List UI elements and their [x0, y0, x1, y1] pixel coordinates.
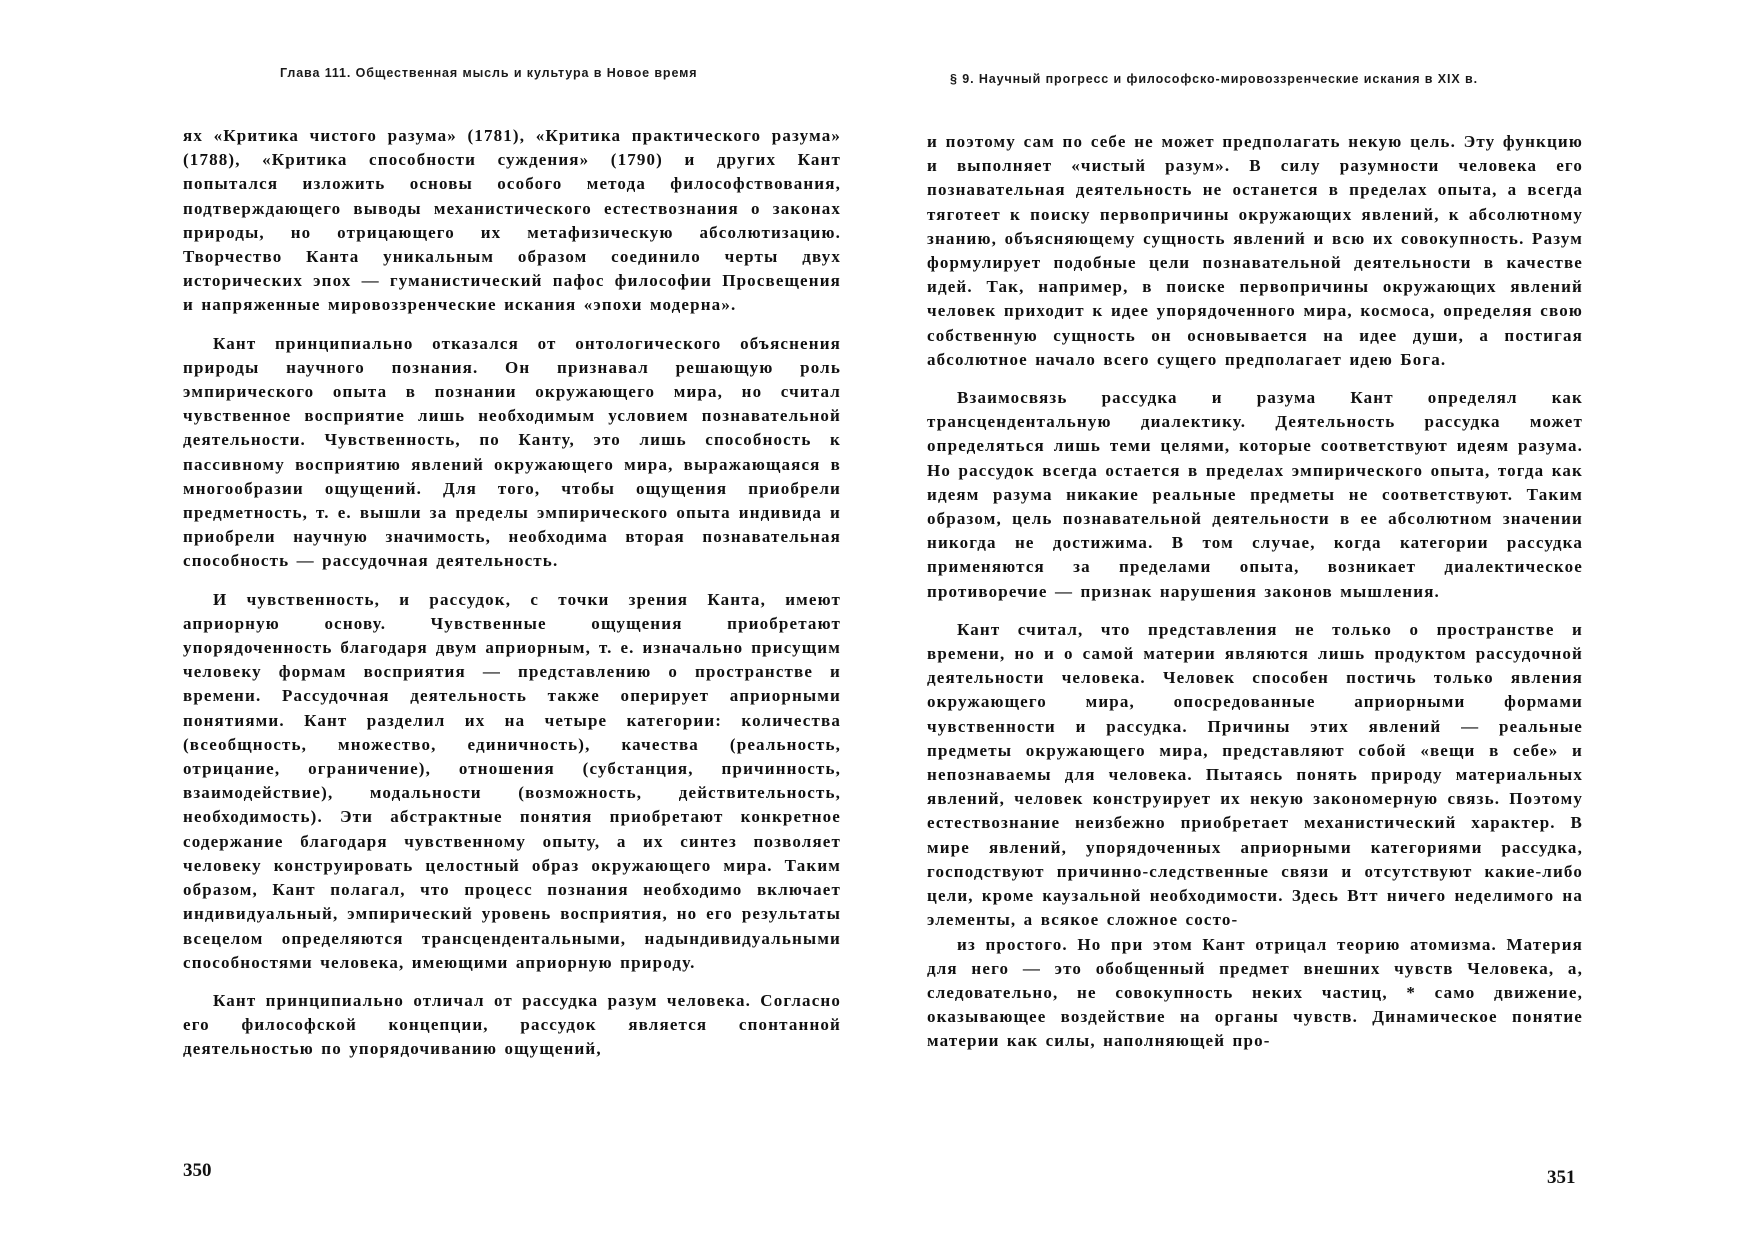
paragraph: Кант принципиально отказался от онтологического объяснения природы научного познания. Он признавал решающую роль эмпирического опыта в познании окружающего мира, но считал чувственное восприятие лишь необходимым условием познавательной деятельности. Чувственность, по Канту, это лишь способность к пассивному восприятию явлений окружающего мира, выражающаяся в многообразии ощущений. Для того, чтобы ощущения приобрели предметность, т. е. вышли за пределы эмпирического опыта индивида и приобрели научную значимость, необходима вторая познавательная способность — рассудочная деятельность. — [183, 333, 841, 571]
paragraph: Кант принципиально отличал от рассудка разум человека. Согласно его философской концепции, рассудок является спонтанной деятельностью по упорядочиванию ощущений, — [183, 990, 841, 1059]
body-text — [183, 124, 841, 1076]
paragraph: Кант считал, что представления не только о пространстве и времени, но и о самой материи являются лишь продуктом рассудочной деятельности человека. Человек способен постичь только явления окружающего мира, опосредованные априорными формами чувственности и рассудка. Причины этих явлений — реальные предметы окружающего мира, представляют собой «вещи в себе» и непознаваемы для человека. Пытаясь понять природу материальных явлений, человек конструирует их некую закономерную связь. Поэтому естествознание неизбежно приобретает механистический характер. В мире явлений, упорядоченных априорными категориями рассудка, господствуют причинно-следственные связи и отсутствуют какие-либо цели, кроме каузальной необходимости. Здесь Втт ничего неделимого на элементы, а всякое сложное состо- — [927, 619, 1583, 930]
running-head: Глава 111. Общественная мысль и культура в Новое время — [280, 66, 698, 80]
body-text — [927, 130, 1583, 1068]
page-number: 350 — [183, 1160, 212, 1181]
paragraph: из простого. Но при этом Кант отрицал теорию атомизма. Материя для него — это обобщенный предмет внешних чувств Человека, а, следовательно, не совокупность неких частиц, * само движение, оказывающее воздействие на органы чувств. Динамическое понятие материи как силы, наполняющей про- — [927, 934, 1583, 1051]
right-page — [877, 0, 1754, 1239]
running-head: § 9. Научный прогресс и философско-мировоззренческие искания в XIX в. — [950, 72, 1478, 86]
paragraph: ях «Критика чистого разума» (1781), «Критика практического разума» (1788), «Критика способности суждения» (1790) и других Кант попытался изложить основы особого метода философствования, подтверждающего выводы механистического естествознания о законах природы, но отрицающего их метафизическую абсолютизацию. Творчество Канта уникальным образом соединило черты двух исторических эпох — гуманистический пафос философии Просвещения и напряженные мировоззренческие искания «эпохи модерна». — [183, 126, 841, 315]
paragraph: И чувственность, и рассудок, с точки зрения Канта, имеют априорную основу. Чувственные ощущения приобретают упорядоченность благодаря двум априорным, т. е. изначально присущим человеку формам восприятия — представлению о пространстве и времени. Рассудочная деятельность также оперирует априорными понятиями. Кант разделил их на четыре категории: количества (всеобщность, множество, единичность), качества (реальность, отрицание, ограничение), отношения (субстанция, причинность, взаимодействие), модальности (возможность, действительность, необходимость). Эти абстрактные понятия приобретают конкретное содержание благодаря чувственному опыту, а их синтез позволяет человеку конструировать целостный образ окружающего мира. Таким образом, Кант полагал, что процесс познания необходимо включает индивидуальный, эмпирический уровень восприятия, но его результаты всецелом определяются трансцендентальными, надындивидуальными способностями человека, имеющими априорную природу. — [183, 589, 841, 972]
paragraph: Взаимосвязь рассудка и разума Кант определял как трансцендентальную диалектику. Деятельность рассудка может определяться лишь теми целями, которые соответствуют идеям разума. Но рассудок всегда остается в пределах эмпирического опыта, тогда как идеям разума никакие реальные предметы не соответствуют. Таким образом, цель познавательной деятельности в ее абсолютном значении никогда не достижима. В том случае, когда категории рассудка применяются за пределами опыта, возникает диалектическое противоречие — признак нарушения законов мышления. — [927, 388, 1583, 601]
page-number: 351 — [1547, 1167, 1576, 1188]
paragraph: и поэтому сам по себе не может предполагать некую цель. Эту функцию и выполняет «чистый разум». В силу разумности человека его познавательная деятельность не останется в пределах опыта, а всегда тяготеет к поиску первопричины окружающих явлений, к абсолютному знанию, объясняющему сущность явлений и всю их совокупность. Разум формулирует подобные цели познавательной деятельности в качестве идей. Так, например, в поиске первопричины окружающих явлений человек приходит к идее упорядоченного мира, космоса, определяя свою собственную сущность он основывается на идее души, а постигая абсолютное начало всего сущего предполагает идею Бога. — [927, 132, 1583, 369]
